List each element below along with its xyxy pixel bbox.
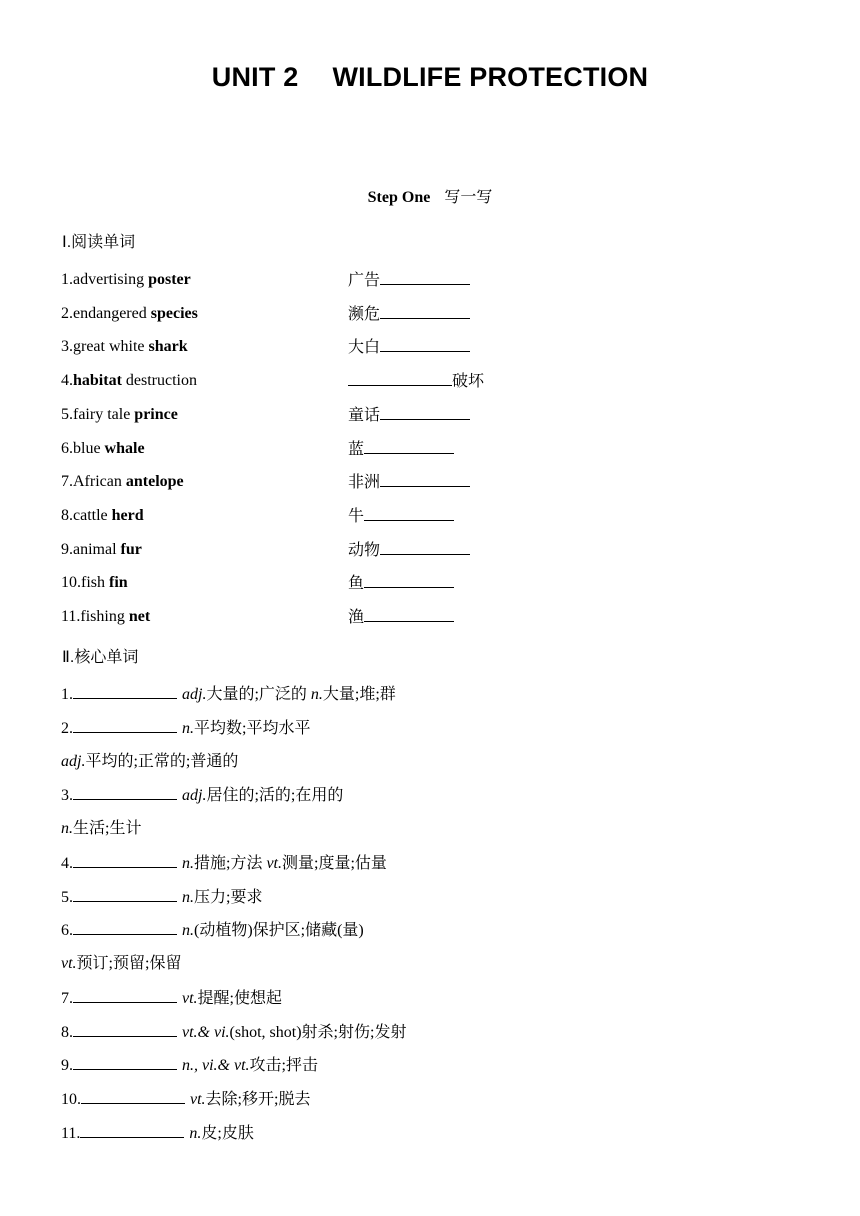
reading-word-translation bbox=[348, 336, 470, 358]
item-number: 3. bbox=[61, 338, 73, 355]
item-number: 8. bbox=[61, 1024, 73, 1041]
reading-word-item bbox=[61, 404, 178, 426]
reading-word-item bbox=[61, 539, 142, 561]
translation-before: 渔 bbox=[348, 609, 365, 626]
item-number: 10. bbox=[61, 1091, 81, 1108]
answer-blank[interactable] bbox=[73, 683, 177, 699]
definition: (shot, shot)射杀;射伤;发射 bbox=[229, 1024, 407, 1041]
answer-blank[interactable] bbox=[364, 572, 454, 588]
item-keyword: herd bbox=[111, 507, 144, 524]
part-of-speech: n. bbox=[182, 720, 194, 737]
part-of-speech: vt.& vi. bbox=[182, 1024, 230, 1041]
item-keyword: fur bbox=[120, 541, 142, 558]
definition: 措施;方法 bbox=[194, 855, 267, 872]
reading-word-translation bbox=[348, 303, 470, 325]
step-zh: 写一写 bbox=[444, 187, 493, 206]
item-prefix: endangered bbox=[73, 305, 151, 322]
item-prefix: cattle bbox=[73, 507, 112, 524]
answer-blank[interactable] bbox=[380, 404, 470, 420]
item-keyword: whale bbox=[104, 440, 145, 457]
part-of-speech: n. bbox=[61, 820, 73, 837]
item-number: 4. bbox=[61, 855, 73, 872]
definition: 提醒;使想起 bbox=[197, 990, 282, 1007]
item-number: 7. bbox=[61, 473, 73, 490]
reading-word-translation bbox=[348, 572, 454, 594]
core-word-item bbox=[61, 919, 364, 941]
item-number: 8. bbox=[61, 507, 73, 524]
item-prefix: great white bbox=[73, 338, 149, 355]
answer-blank[interactable] bbox=[73, 919, 177, 935]
core-word-item bbox=[61, 1122, 254, 1144]
reading-word-translation bbox=[348, 370, 484, 392]
part-of-speech: n. bbox=[189, 1125, 202, 1142]
item-keyword: prince bbox=[134, 406, 178, 423]
item-number: 2. bbox=[61, 720, 73, 737]
definition: 居住的;活的;在用的 bbox=[206, 787, 344, 804]
definition-2: 大量;堆;群 bbox=[322, 686, 396, 703]
answer-blank[interactable] bbox=[364, 438, 454, 454]
definition: 大量的;广泛的 bbox=[206, 686, 311, 703]
part-of-speech: adj. bbox=[182, 787, 207, 804]
item-keyword: habitat bbox=[73, 372, 122, 389]
part-of-speech: vt. bbox=[182, 990, 198, 1007]
item-keyword: poster bbox=[148, 271, 191, 288]
core-word-continuation bbox=[61, 818, 141, 840]
translation-before: 牛 bbox=[348, 508, 365, 525]
answer-blank[interactable] bbox=[73, 1054, 177, 1070]
translation-before: 大白 bbox=[348, 339, 381, 356]
item-number: 6. bbox=[61, 922, 73, 939]
core-word-item bbox=[61, 717, 310, 739]
part-of-speech: vt. bbox=[190, 1091, 206, 1108]
answer-blank[interactable] bbox=[80, 1122, 184, 1138]
translation-before: 濒危 bbox=[348, 306, 381, 323]
part-of-speech: adj. bbox=[182, 686, 207, 703]
translation-before: 蓝 bbox=[348, 441, 365, 458]
item-prefix: animal bbox=[73, 541, 121, 558]
core-word-item bbox=[61, 987, 282, 1009]
item-number: 2. bbox=[61, 305, 73, 322]
item-number: 10. bbox=[61, 574, 81, 591]
reading-word-item bbox=[61, 572, 128, 594]
definition: 生活;生计 bbox=[73, 820, 142, 837]
reading-word-translation bbox=[348, 269, 470, 291]
item-prefix: fishing bbox=[80, 608, 129, 625]
core-word-item bbox=[61, 852, 387, 874]
definition: 皮;皮肤 bbox=[201, 1125, 254, 1142]
item-number: 9. bbox=[61, 541, 73, 558]
reading-word-translation bbox=[348, 505, 454, 527]
core-word-item bbox=[61, 784, 343, 806]
item-prefix: fish bbox=[81, 574, 109, 591]
reading-word-item bbox=[61, 303, 198, 325]
item-number: 7. bbox=[61, 990, 73, 1007]
definition: 预订;预留;保留 bbox=[76, 955, 182, 972]
page-title bbox=[0, 62, 860, 93]
step-label: Step One bbox=[367, 189, 431, 206]
answer-blank[interactable] bbox=[380, 539, 470, 555]
part-of-speech: n. bbox=[182, 889, 194, 906]
item-number: 1. bbox=[61, 686, 73, 703]
item-number: 5. bbox=[61, 889, 73, 906]
core-word-item bbox=[61, 886, 262, 908]
reading-word-item bbox=[61, 336, 188, 358]
part-of-speech-2: vt. bbox=[266, 855, 282, 872]
answer-blank[interactable] bbox=[73, 717, 177, 733]
translation-before: 鱼 bbox=[348, 575, 365, 592]
reading-word-item bbox=[61, 269, 191, 291]
core-word-continuation bbox=[61, 953, 181, 975]
reading-word-translation bbox=[348, 404, 470, 426]
translation-before: 广告 bbox=[348, 272, 381, 289]
definition: 去除;移开;脱去 bbox=[205, 1091, 311, 1108]
core-word-item bbox=[61, 1054, 318, 1076]
item-keyword: net bbox=[128, 608, 151, 625]
part-of-speech: n., vi.& vt. bbox=[182, 1057, 250, 1074]
part-of-speech: n. bbox=[182, 855, 194, 872]
item-keyword: species bbox=[150, 305, 198, 322]
definition: 平均数;平均水平 bbox=[194, 720, 311, 737]
answer-blank[interactable] bbox=[364, 505, 454, 521]
item-keyword: shark bbox=[148, 338, 188, 355]
step-heading bbox=[0, 184, 860, 207]
definition: (动植物)保护区;储藏(量) bbox=[194, 922, 364, 939]
translation-after: 破坏 bbox=[452, 373, 485, 390]
reading-word-item bbox=[61, 438, 145, 460]
core-word-item bbox=[61, 1021, 406, 1043]
translation-before: 非洲 bbox=[348, 474, 381, 491]
item-keyword: fin bbox=[109, 574, 128, 591]
part-of-speech-2: n. bbox=[310, 686, 323, 703]
definition: 平均的;正常的;普通的 bbox=[85, 753, 239, 770]
answer-blank[interactable] bbox=[380, 303, 470, 319]
section-reading-words-heading: Ⅰ.阅读单词 bbox=[62, 234, 136, 251]
section-core-words-heading: Ⅱ.核心单词 bbox=[62, 649, 139, 666]
reading-word-item bbox=[61, 606, 150, 628]
item-number: 3. bbox=[61, 787, 73, 804]
answer-blank[interactable] bbox=[73, 1021, 177, 1037]
answer-blank[interactable] bbox=[380, 471, 470, 487]
item-prefix: fairy tale bbox=[73, 406, 135, 423]
definition: 攻击;抨击 bbox=[249, 1057, 318, 1074]
answer-blank[interactable] bbox=[73, 784, 177, 800]
item-keyword: antelope bbox=[125, 473, 184, 490]
reading-word-translation bbox=[348, 606, 454, 628]
answer-blank[interactable] bbox=[73, 886, 177, 902]
core-word-continuation bbox=[61, 751, 238, 773]
answer-blank[interactable] bbox=[348, 370, 452, 386]
item-number: 6. bbox=[61, 440, 73, 457]
answer-blank[interactable] bbox=[380, 336, 470, 352]
core-word-item bbox=[61, 683, 396, 705]
definition: 压力;要求 bbox=[194, 889, 263, 906]
title-topic: WILDLIFE PROTECTION bbox=[332, 62, 649, 92]
answer-blank[interactable] bbox=[73, 987, 177, 1003]
item-prefix: blue bbox=[73, 440, 105, 457]
item-number: 1. bbox=[61, 271, 73, 288]
part-of-speech: vt. bbox=[61, 955, 77, 972]
translation-before: 童话 bbox=[348, 407, 381, 424]
reading-word-translation bbox=[348, 539, 470, 561]
item-number: 11. bbox=[61, 1125, 81, 1142]
core-word-item bbox=[61, 1088, 310, 1110]
item-number: 5. bbox=[61, 406, 73, 423]
part-of-speech: adj. bbox=[61, 753, 86, 770]
item-number: 11. bbox=[61, 608, 81, 625]
answer-blank[interactable] bbox=[73, 852, 177, 868]
answer-blank[interactable] bbox=[380, 269, 470, 285]
item-number: 4. bbox=[61, 372, 73, 389]
item-prefix: African bbox=[73, 473, 126, 490]
title-unit: UNIT 2 bbox=[211, 62, 299, 92]
reading-word-translation bbox=[348, 471, 470, 493]
reading-word-item bbox=[61, 505, 144, 527]
reading-word-item bbox=[61, 370, 197, 392]
item-prefix: advertising bbox=[73, 271, 149, 288]
translation-before: 动物 bbox=[348, 542, 381, 559]
reading-word-translation bbox=[348, 438, 454, 460]
part-of-speech: n. bbox=[182, 922, 194, 939]
item-number: 9. bbox=[61, 1057, 73, 1074]
definition-2: 测量;度量;估量 bbox=[282, 855, 387, 872]
answer-blank[interactable] bbox=[81, 1088, 185, 1104]
item-suffix: destruction bbox=[121, 372, 197, 389]
answer-blank[interactable] bbox=[364, 606, 454, 622]
reading-word-item bbox=[61, 471, 184, 493]
